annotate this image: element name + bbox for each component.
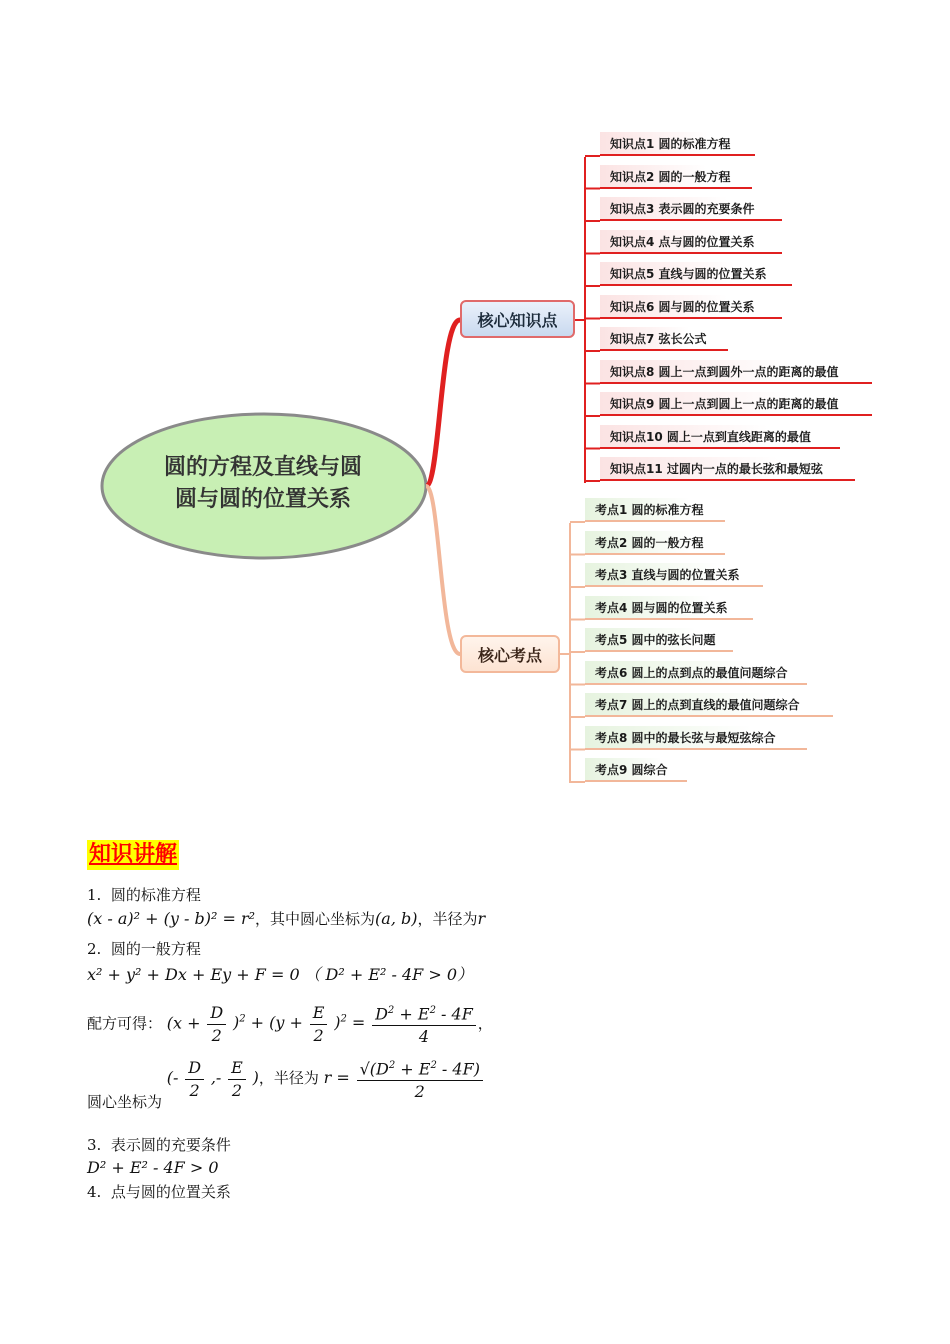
knowledge-item: 知识点1 圆的标准方程 [600,132,755,156]
exam-item: 考点3 直线与圆的位置关系 [585,563,763,587]
knowledge-item: 知识点8 圆上一点到圆外一点的距离的最值 [600,360,872,384]
knowledge-item: 知识点9 圆上一点到圆上一点的距离的最值 [600,392,872,416]
knowledge-item: 知识点5 直线与圆的位置关系 [600,262,792,286]
s2-heading: 2. 圆的一般方程 [87,940,201,958]
root-title-line1: 圆的方程及直线与圆 [163,455,362,480]
root-node-title [108,452,418,516]
s1-equation-line: (x - a)² + (y - b)² = r²，其中圆心坐标为(a, b)，半径为r [87,909,486,928]
knowledge-item: 知识点7 弦长公式 [600,327,728,351]
knowledge-item: 知识点10 圆上一点到直线距离的最值 [600,425,840,449]
knowledge-item: 知识点6 圆与圆的位置关系 [600,295,782,319]
exam-item: 考点7 圆上的点到直线的最值问题综合 [585,693,833,717]
general-equation: x² + y² + Dx + Ey + F = 0 [87,965,300,984]
circle-condition: D² + E² - 4F > 0 [87,1158,219,1177]
s2-equation-line: x² + y² + Dx + Ey + F = 0 （ D² + E² - 4F > 0） [87,965,474,984]
exam-connector [426,486,460,654]
standard-equation: (x - a)² + (y - b)² = r² [87,909,256,928]
branch-core-knowledge: 核心知识点 [460,300,575,338]
section-title: 知识讲解 [87,840,179,870]
s4-heading: 4. 点与圆的位置关系 [87,1183,231,1201]
exam-item: 考点1 圆的标准方程 [585,498,725,522]
exam-item: 考点2 圆的一般方程 [585,531,725,555]
knowledge-connector [426,320,460,486]
s3-heading: 3. 表示圆的充要条件 [87,1136,231,1154]
lecture-section [87,840,887,870]
knowledge-item: 知识点4 点与圆的位置关系 [600,230,782,254]
exam-item: 考点4 圆与圆的位置关系 [585,596,753,620]
knowledge-item: 知识点11 过圆内一点的最长弦和最短弦 [600,457,855,481]
knowledge-item: 知识点3 表示圆的充要条件 [600,197,782,221]
s1-heading: 1. 圆的标准方程 [87,886,201,904]
knowledge-item: 知识点2 圆的一般方程 [600,165,752,189]
root-title-line2: 圆与圆的位置关系 [174,487,351,512]
s2-center-radius: 圆心坐标为 (- $\frac{D}{2}$ ,- $\frac{E}{2}$ )，半径为 r = $\frac{√(D^2 + E^2 - 4F)}{2}$ [87,1054,485,1103]
exam-item: 考点8 圆中的最长弦与最短弦综合 [585,726,807,750]
s2-completing-square: 配方可得： (x + $\frac{D}{2}$ )$^2$ + (y + $\frac{E}{2}$ )$^2$ = $\frac{D^2 + E^2 - 4F}{4}$ ， [87,996,493,1048]
exam-item: 考点5 圆中的弦长问题 [585,628,733,652]
branch-core-exam: 核心考点 [460,635,560,673]
s3-equation-line [87,1158,219,1177]
exam-item: 考点9 圆综合 [585,758,687,782]
exam-item: 考点6 圆上的点到点的最值问题综合 [585,661,807,685]
